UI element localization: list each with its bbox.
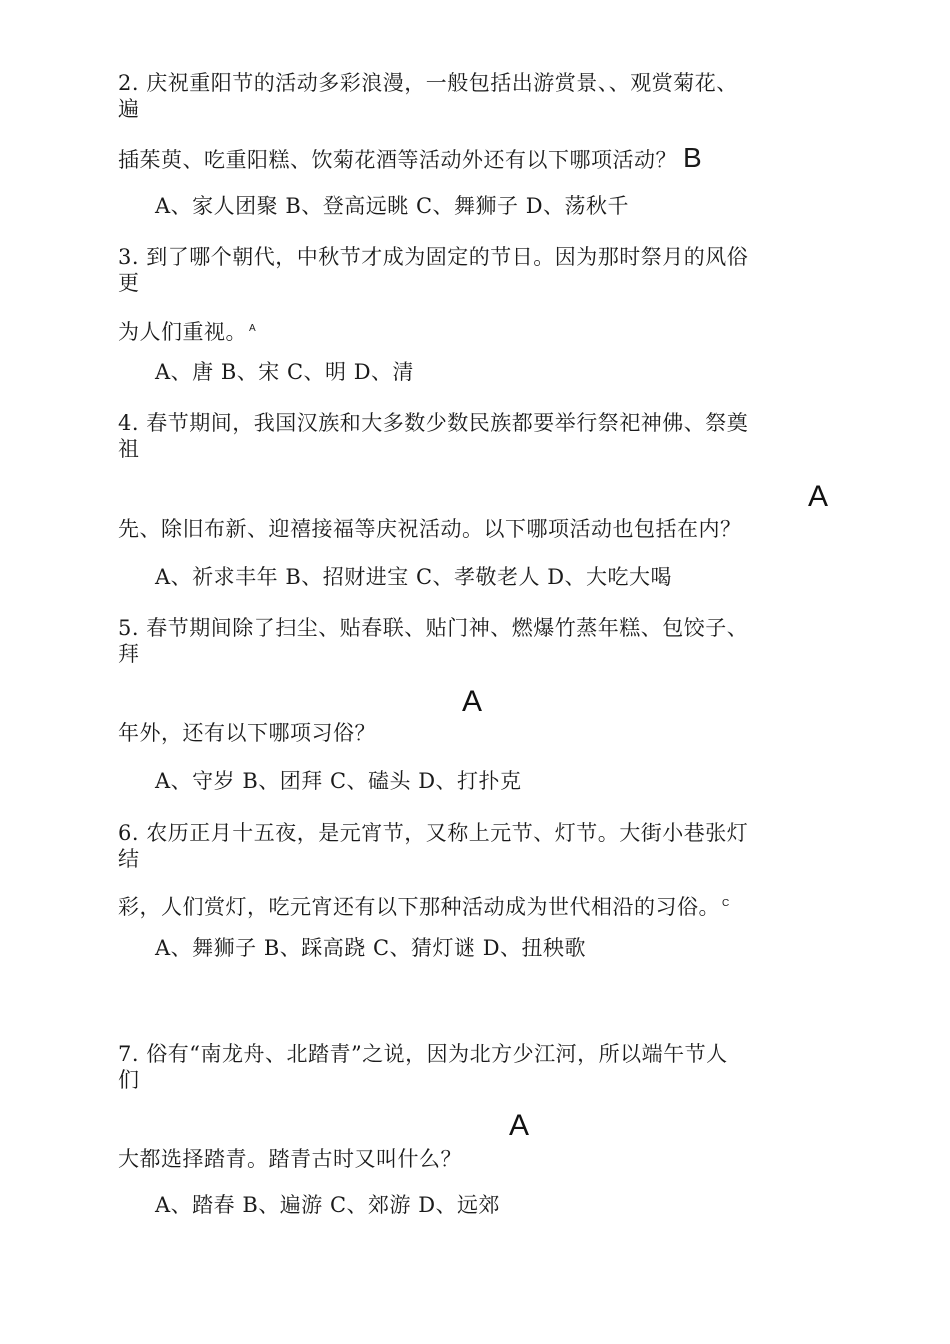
question-3-answer: A: [249, 323, 257, 334]
question-7-line-1-wrap: 们: [118, 1068, 140, 1092]
question-5-line-2: 年外，还有以下哪项习俗？: [118, 721, 376, 745]
question-5-line-1-wrap: 拜: [118, 642, 140, 666]
question-6-options: A、舞狮子 B、踩高跷 C、猜灯谜 D、扭秧歌: [155, 936, 587, 960]
question-4-line-1: 4. 春节期间，我国汉族和大多数少数民族都要举行祭祀神佛、祭奠: [118, 411, 749, 435]
question-6-line-1: 6. 农历正月十五夜，是元宵节，又称上元节、灯节。大街小巷张灯: [118, 821, 749, 845]
question-5-answer: A: [462, 685, 483, 718]
question-2-text: 插茱萸、吃重阳糕、饮菊花酒等活动外还有以下哪项活动？: [118, 148, 677, 172]
question-3-text: 为人们重视。: [118, 320, 247, 344]
question-6-line-1-wrap: 结: [118, 847, 140, 871]
question-2-line-2: [118, 142, 703, 173]
question-7-options: A、踏春 B、遍游 C、郊游 D、远郊: [155, 1193, 501, 1217]
question-4-options: A、祈求丰年 B、招财进宝 C、孝敬老人 D、大吃大喝: [155, 565, 673, 589]
question-2-line-1-wrap: 遍: [118, 97, 140, 121]
question-3-options: A、唐 B、宋 C、明 D、清: [155, 360, 415, 384]
question-3-line-1-wrap: 更: [118, 271, 140, 295]
question-7-answer: A: [509, 1109, 530, 1142]
question-7-line-2: 大都选择踏青。踏青古时又叫什么？: [118, 1147, 462, 1171]
question-6-line-2: [118, 891, 730, 920]
question-2-line-1: 2. 庆祝重阳节的活动多彩浪漫，一般包括出游赏景、、观赏菊花、: [118, 71, 738, 95]
question-3-line-2: [118, 316, 256, 345]
question-5-options: A、守岁 B、团拜 C、磕头 D、打扑克: [155, 769, 522, 793]
question-5-line-1: 5. 春节期间除了扫尘、贴春联、贴门神、燃爆竹蒸年糕、包饺子、: [118, 616, 749, 640]
question-4-answer: A: [808, 480, 829, 513]
question-4-line-1-wrap: 祖: [118, 437, 140, 461]
question-2-answer: B: [683, 142, 703, 173]
question-2-options: A、家人团聚 B、登高远眺 C、舞狮子 D、荡秋千: [155, 194, 630, 218]
question-6-text: 彩，人们赏灯，吃元宵还有以下那种活动成为世代相沿的习俗。: [118, 895, 720, 919]
question-3-line-1: 3. 到了哪个朝代，中秋节才成为固定的节日。因为那时祭月的风俗: [118, 245, 749, 269]
question-7-line-1: 7. 俗有“南龙舟、北踏青”之说，因为北方少江河，所以端午节人: [118, 1042, 728, 1066]
question-6-answer: C: [722, 898, 730, 909]
question-4-line-2: 先、除旧布新、迎禧接福等庆祝活动。以下哪项活动也包括在内？: [118, 517, 742, 541]
